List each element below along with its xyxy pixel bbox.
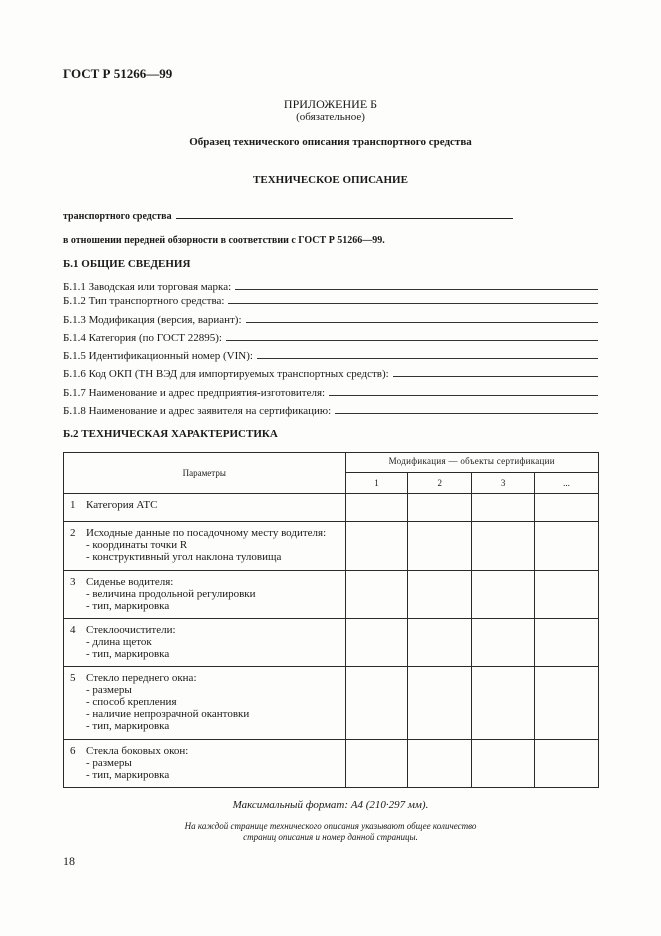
value-cell: [535, 619, 599, 667]
value-cell: [472, 619, 535, 667]
footnote: [0, 821, 661, 843]
row-sub: - координаты точки R: [86, 539, 188, 551]
row-param: [64, 494, 346, 522]
value-cell: [345, 740, 408, 788]
row-param: [64, 571, 346, 619]
value-cell: [535, 571, 599, 619]
value-cell: [408, 740, 472, 788]
document-title: Образец технического описания транспортного средства: [189, 136, 472, 148]
blank-line: [228, 294, 598, 304]
row-param: [64, 522, 346, 571]
row-sub: - величина продольной регулировки: [86, 588, 256, 600]
row-sub: - тип, маркировка: [86, 720, 170, 732]
blank-line: [226, 331, 598, 341]
row-sub: - тип, маркировка: [86, 600, 170, 612]
characteristics-table: [63, 452, 599, 788]
footnote-line: На каждой странице технического описания указывают общее количество: [184, 821, 477, 831]
param-header: Параметры: [64, 453, 346, 494]
row-number: 6: [70, 745, 76, 757]
mod-header: Модификация — объекты сертификации: [345, 453, 598, 473]
row-sub: - наличие непрозрачной окантовки: [86, 708, 250, 720]
blank-line: [329, 386, 598, 396]
table-row: [64, 619, 599, 667]
table-row: [64, 667, 599, 740]
table-row: [64, 740, 599, 788]
blank-line: [393, 367, 598, 377]
blank-line: [246, 313, 598, 323]
appendix-title: ПРИЛОЖЕНИЕ Б: [283, 97, 378, 111]
field-b13: [63, 313, 598, 326]
row-title: Категория АТС: [86, 499, 158, 511]
row-number: 4: [70, 624, 76, 636]
row-title: Стекло переднего окна:: [86, 672, 197, 684]
value-cell: [408, 522, 472, 571]
value-cell: [345, 494, 408, 522]
row-title: Стекла боковых окон:: [86, 745, 189, 757]
row-number: 2: [70, 527, 76, 539]
appendix-note: (обязательное): [296, 111, 365, 123]
value-cell: [345, 522, 408, 571]
value-cell: [408, 494, 472, 522]
row-number: 5: [70, 672, 76, 684]
row-number: 3: [70, 576, 76, 588]
value-cell: [408, 619, 472, 667]
row-sub: - длина щеток: [86, 636, 152, 648]
value-cell: [345, 667, 408, 740]
value-cell: [345, 571, 408, 619]
field-b18: [63, 404, 598, 417]
value-cell: [472, 667, 535, 740]
value-cell: [472, 494, 535, 522]
field-label: Б.1.5 Идентификационный номер (VIN):: [63, 350, 253, 362]
field-label: Б.1.8 Наименование и адрес заявителя на сертификацию:: [63, 405, 332, 417]
vehicle-line-label: транспортного средства: [63, 211, 172, 222]
vehicle-blank-line: [176, 208, 513, 219]
regarding-line: в отношении передней обзорности в соответствии с ГОСТ Р 51266—99.: [63, 235, 385, 246]
field-label: Б.1.1 Заводская или торговая марка:: [63, 281, 232, 293]
field-label: Б.1.3 Модификация (версия, вариант):: [63, 314, 242, 326]
value-cell: [472, 740, 535, 788]
row-sub: - размеры: [86, 684, 132, 696]
blank-line: [335, 404, 598, 414]
col-header-3: 3: [472, 473, 535, 494]
field-b16: [63, 367, 598, 380]
field-b14: [63, 331, 598, 344]
field-b15: [63, 349, 598, 362]
field-b17: [63, 386, 598, 399]
footnote-line: страниц описания и номер данной страницы.: [243, 832, 418, 842]
field-label: Б.1.6 Код ОКП (ТН ВЭД для импортируемых транспортных средств):: [63, 368, 389, 380]
value-cell: [345, 619, 408, 667]
value-cell: [472, 571, 535, 619]
field-label: Б.1.7 Наименование и адрес предприятия-изготовителя:: [63, 387, 326, 399]
field-b11: [63, 280, 598, 293]
row-param: [64, 740, 346, 788]
field-label: Б.1.4 Категория (по ГОСТ 22895):: [63, 332, 222, 344]
table-row: [64, 522, 599, 571]
row-sub: - тип, маркировка: [86, 648, 170, 660]
blank-line: [257, 349, 598, 359]
blank-line: [235, 280, 598, 290]
row-title: Сиденье водителя:: [86, 576, 174, 588]
value-cell: [535, 740, 599, 788]
row-title: Исходные данные по посадочному месту водителя:: [86, 527, 327, 539]
col-header-2: 2: [408, 473, 472, 494]
value-cell: [535, 522, 599, 571]
row-param: [64, 667, 346, 740]
row-sub: - конструктивный угол наклона туловища: [86, 551, 282, 563]
value-cell: [472, 522, 535, 571]
table-row: [64, 494, 599, 522]
vehicle-line: [63, 208, 513, 222]
row-number: 1: [70, 499, 76, 511]
row-title: Стеклоочистители:: [86, 624, 176, 636]
value-cell: [408, 571, 472, 619]
value-cell: [535, 494, 599, 522]
col-header-1: 1: [345, 473, 408, 494]
row-sub: - способ крепления: [86, 696, 177, 708]
row-sub: - размеры: [86, 757, 132, 769]
page-number: 18: [63, 854, 75, 868]
field-b12: [63, 294, 598, 307]
section2-title: Б.2 ТЕХНИЧЕСКАЯ ХАРАКТЕРИСТИКА: [63, 428, 278, 440]
table-row: [64, 571, 599, 619]
section1-title: Б.1 ОБЩИЕ СВЕДЕНИЯ: [63, 258, 191, 270]
field-label: Б.1.2 Тип транспортного средства:: [63, 295, 225, 307]
col-header-more: ...: [535, 473, 599, 494]
value-cell: [408, 667, 472, 740]
value-cell: [535, 667, 599, 740]
max-format-note: Максимальный формат: А4 (210·297 мм).: [232, 799, 429, 811]
standard-header: ГОСТ Р 51266—99: [63, 66, 173, 81]
row-param: [64, 619, 346, 667]
tech-description-title: ТЕХНИЧЕСКОЕ ОПИСАНИЕ: [253, 174, 408, 186]
row-sub: - тип, маркировка: [86, 769, 170, 781]
